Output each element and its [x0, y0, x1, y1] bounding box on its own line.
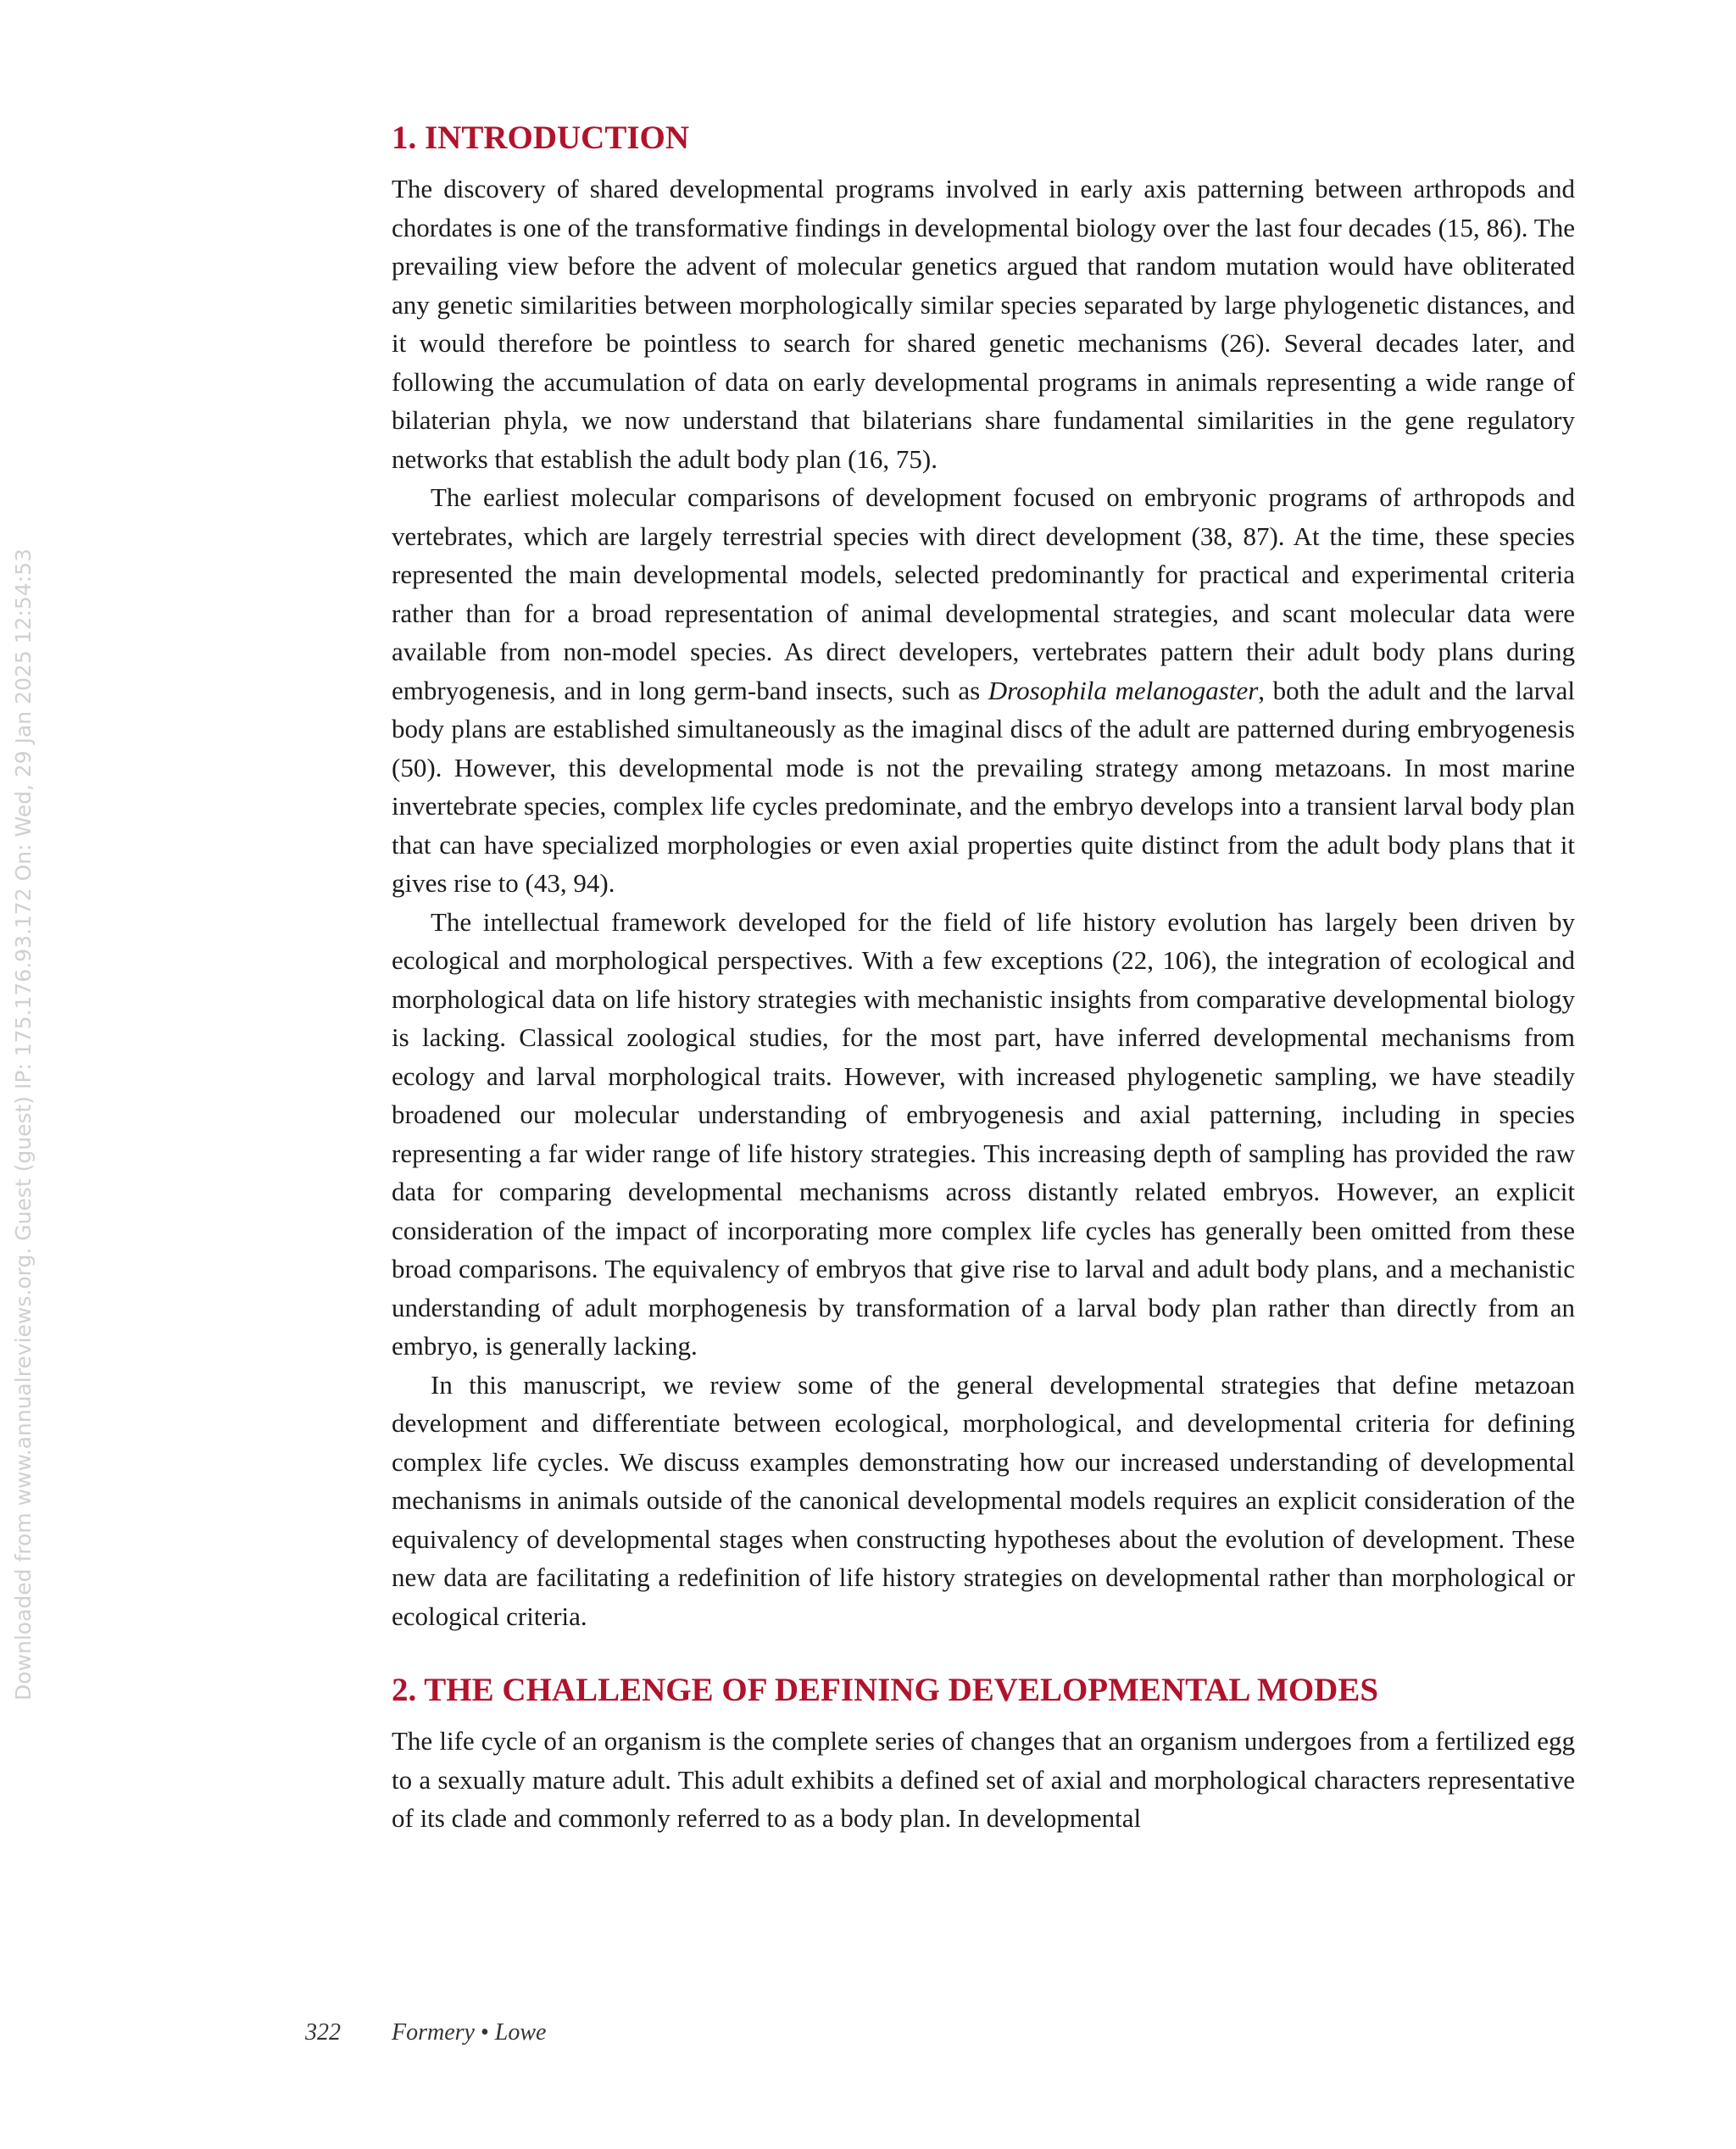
- author-separator: •: [480, 2019, 489, 2046]
- paragraph-2: [392, 478, 1575, 903]
- download-watermark: Downloaded from www.annualreviews.org. Guest (guest) IP: 175.176.93.172 On: Wed, 29 Jan 2025 12:54:53: [11, 548, 36, 1701]
- page-footer: [305, 2019, 546, 2046]
- species-name: Drosophila melanogaster: [988, 675, 1259, 705]
- section-heading-introduction: 1. INTRODUCTION: [392, 120, 690, 156]
- paragraph-5: The life cycle of an organism is the complete series of changes that an organism undergoes from a fertilized egg to a sexually mature adult. This adult exhibits a defined set of axial and morphological characters representative of its clade and commonly referred to as a body plan. In developmental: [392, 1726, 1575, 1833]
- section-heading-developmental-modes: 2. THE CHALLENGE OF DEFINING DEVELOPMENTAL MODES: [392, 1672, 1379, 1708]
- article-body: [392, 117, 1575, 1838]
- author-1: Formery: [392, 2019, 475, 2046]
- paragraph-4: In this manuscript, we review some of the general developmental strategies that define metazoan development and differentiate between ecological, morphological, and developmental criteria for defining complex life cycles. We discuss examples demonstrating how our increased understanding of developmental mechanisms in animals outside of the canonical developmental models requires an explicit consideration of the equivalency of developmental stages when constructing hypotheses about the evolution of development. These new data are facilitating a redefinition of life history strategies on developmental rather than morphological or ecological criteria.: [392, 1369, 1575, 1631]
- author-2: Lowe: [494, 2019, 547, 2046]
- page-number: 322: [305, 2019, 341, 2046]
- paragraph-3: The intellectual framework developed for the field of life history evolution has largely been driven by ecological and morphological perspectives. With a few exceptions (22, 106), the integration of ecological and morphological data on life history strategies with mechanistic insights from comparative developmental biology is lacking. Classical zoological studies, for the most part, have inferred developmental mechanisms from ecology and larval morphological traits. However, with increased phylogenetic sampling, we have steadily broadened our molecular understanding of embryogenesis and axial patterning, including in species representing a far wider range of life history strategies. This increasing depth of sampling has provided the raw data for comparing developmental mechanisms across distantly related embryos. However, an explicit consideration of the impact of incorporating more complex life cycles has generally been omitted from these broad comparisons. The equivalency of embryos that give rise to larval and adult body plans, and a mechanistic understanding of adult morphogenesis by transformation of a larval body plan rather than directly from an embryo, is generally lacking.: [392, 906, 1575, 1361]
- paragraph-1: The discovery of shared developmental programs involved in early axis patterning between arthropods and chordates is one of the transformative findings in developmental biology over the last four decades (15, 86). The prevailing view before the advent of molecular genetics argued that random mutation would have obliterated any genetic similarities between morphologically similar species separated by large phylogenetic distances, and it would therefore be pointless to search for shared genetic mechanisms (26). Several decades later, and following the accumulation of data on early developmental programs in animals representing a wide range of bilaterian phyla, we now understand that bilaterians share fundamental similarities in the gene regulatory networks that establish the adult body plan (16, 75).: [392, 174, 1575, 474]
- paragraph-2-text-a: The earliest molecular comparisons of development focused on embryonic programs of arthropods and vertebrates, which are largely terrestrial species with direct development (38, 87). At the time, these species represented the main developmental models, selected predominantly for practical and experimental criteria rather than for a broad representation of animal developmental strategies, and scant molecular data were available from non-model species. As direct developers, vertebrates pattern their adult body plans during embryogenesis, and in long germ-band insects, such as: [392, 482, 1575, 705]
- paragraph-2-text-b: , both the adult and the larval body plans are established simultaneously as the imaginal discs of the adult are patterned during embryogenesis (50). However, this developmental mode is not the prevailing strategy among metazoans. In most marine invertebrate species, complex life cycles predominate, and the embryo develops into a transient larval body plan that can have specialized morphologies or even axial properties quite distinct from the adult body plans that it gives rise to (43, 94).: [392, 675, 1575, 898]
